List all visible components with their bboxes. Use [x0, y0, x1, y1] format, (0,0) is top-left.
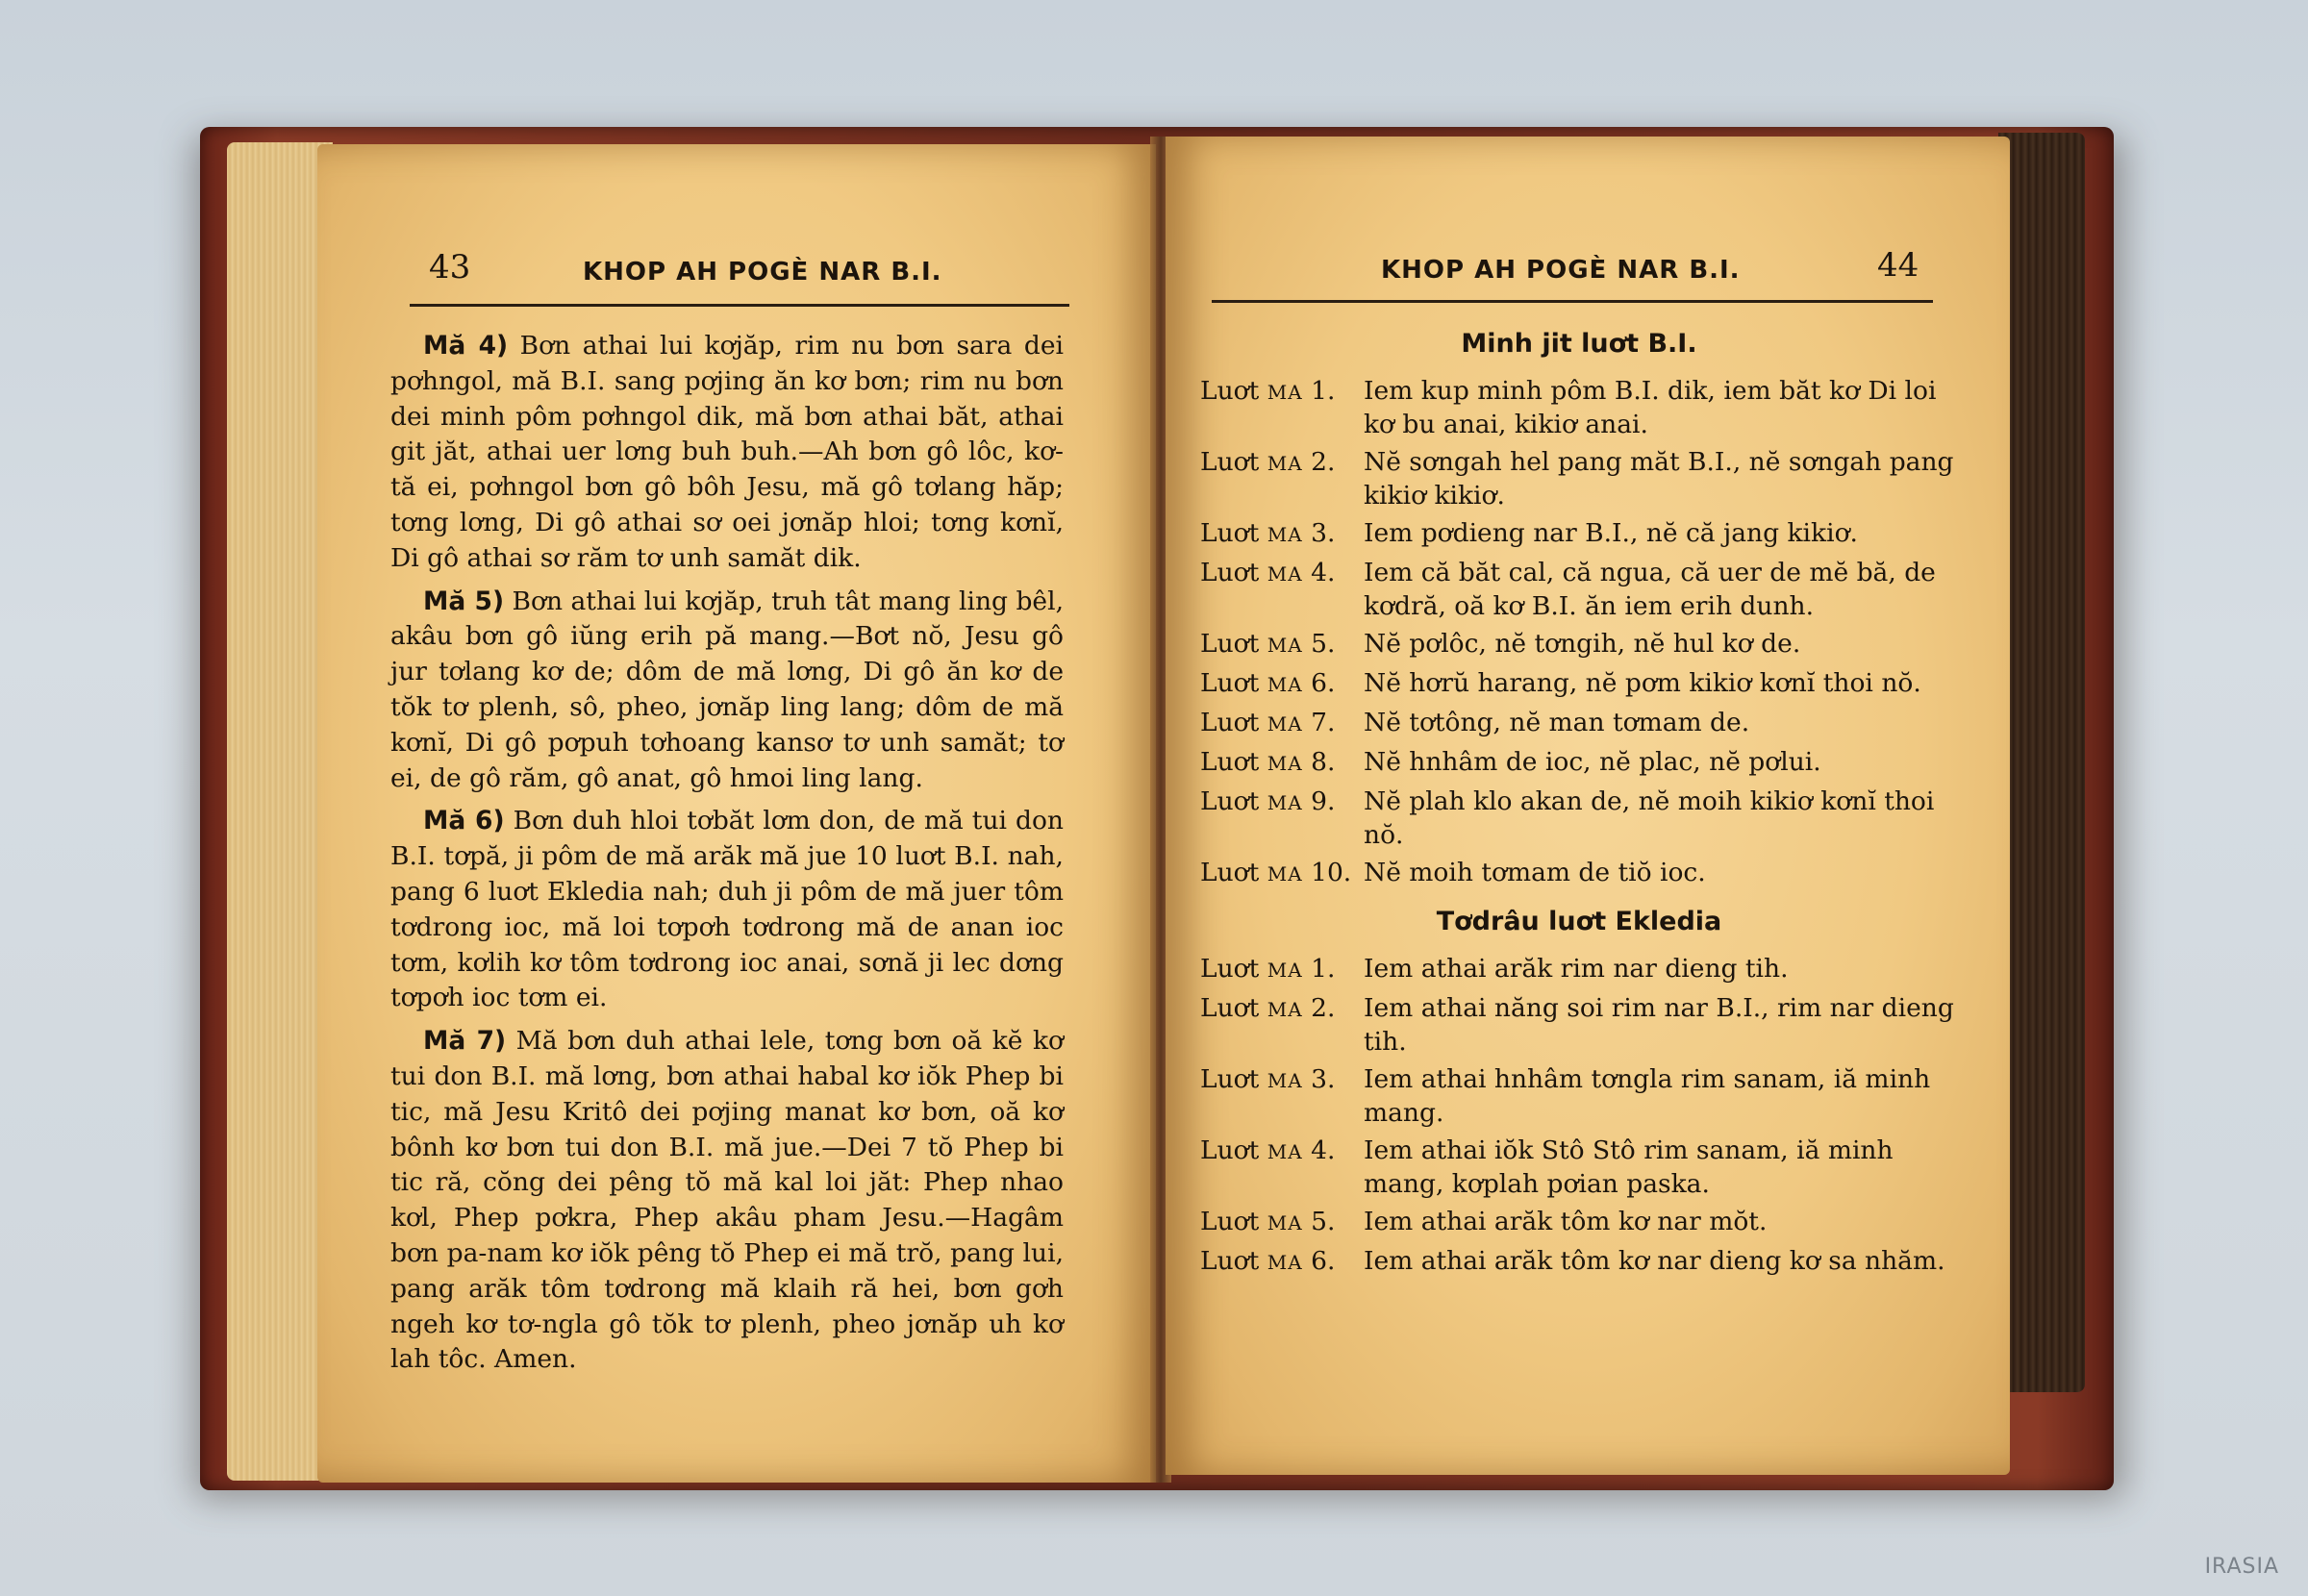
commandment-prefix: Luơt — [1200, 857, 1260, 887]
commandment-text: Nĕ pơlôc, nĕ tơngih, nĕ hul kơ de. — [1364, 628, 1801, 659]
commandment-item — [1200, 445, 1958, 512]
right-page — [1166, 137, 2010, 1475]
commandment-prefix: Luơt — [1200, 707, 1260, 737]
commandment-text: Iem kup minh pôm B.I. dik, iem băt kơ Di loi kơ bu anai, kikiơ anai. — [1364, 375, 1937, 439]
commandment-label — [1200, 1062, 1364, 1130]
commandment-item — [1200, 856, 1958, 891]
commandment-prefix: Luơt — [1200, 1063, 1260, 1094]
commandment-number: 10. — [1311, 857, 1352, 887]
paragraph-text: Bơn athai lui kơjăp, rim nu bơn sara dei pơhngol, mă B.I. sang pơjing ăn kơ bơn; rim nu bơn dei minh pôm pơhngol dik, mă bơn athai băt, athai git jăt, athai uer lơng buh buh.—Ah bơn gô lôc, kơ-tă ei, pơhngol bơn gô bôh Jesu, mă gô tơlang hăp; tơng lơng, Di gô athai sơ oei jơnăp hloi; tơng kơnĭ, Di gô athai sơ răm tơ unh samăt dik. — [390, 331, 1064, 573]
commandments-list — [1200, 374, 1958, 891]
commandment-prefix: Luơt — [1200, 1245, 1260, 1276]
left-page-body — [390, 329, 1064, 1385]
commandment-prefix: Luơt — [1200, 1135, 1260, 1165]
commandment-ma: MA — [1267, 380, 1303, 404]
commandment-prefix: Luơt — [1200, 517, 1260, 548]
commandment-number: 1. — [1311, 375, 1336, 406]
commandment-text: Nĕ sơngah hel pang măt B.I., nĕ sơngah pang kikiơ kikiơ. — [1364, 446, 1954, 511]
commandment-number: 6. — [1311, 1245, 1336, 1276]
commandment-ma: MA — [1267, 1139, 1303, 1163]
commandment-text: Iem athai arăk tôm kơ nar mŏt. — [1364, 1206, 1768, 1236]
commandment-ma: MA — [1267, 861, 1303, 885]
commandment-number: 2. — [1311, 992, 1336, 1023]
commandment-ma: MA — [1267, 997, 1303, 1021]
commandment-text: Nĕ hnhâm de ioc, nĕ plac, nĕ pơlui. — [1364, 746, 1821, 777]
left-page-header: KHOP AH POGÈ NAR B.I. — [583, 258, 942, 287]
commandment-text: Iem pơdieng nar B.I., nĕ că jang kikiơ. — [1364, 517, 1858, 548]
commandment-prefix: Luơt — [1200, 1206, 1260, 1236]
commandment-label — [1200, 856, 1364, 891]
paragraph — [390, 329, 1064, 577]
commandment-prefix: Luơt — [1200, 746, 1260, 777]
commandment-prefix: Luơt — [1200, 667, 1260, 698]
commandment-item — [1200, 1205, 1958, 1240]
commandment-text: Nĕ plah klo akan de, nĕ moih kikiơ kơnĭ thoi nŏ. — [1364, 786, 1935, 850]
commandment-item — [1200, 1244, 1958, 1280]
commandment-label — [1200, 952, 1364, 987]
right-page-body — [1200, 325, 1958, 1284]
commandment-label — [1200, 516, 1364, 552]
watermark: IRASIA — [2204, 1555, 2279, 1579]
section-title-ten-commandments: Minh jit luơt B.I. — [1461, 329, 1697, 359]
commandment-text: Iem athai arăk tôm kơ nar dieng kơ sa nhăm. — [1364, 1245, 1945, 1276]
commandment-prefix: Luơt — [1200, 446, 1260, 477]
commandment-text: Nĕ moih tơmam de tiŏ ioc. — [1364, 857, 1706, 887]
commandment-ma: MA — [1267, 451, 1303, 475]
commandment-prefix: Luơt — [1200, 557, 1260, 587]
commandment-label — [1200, 706, 1364, 741]
commandment-item — [1200, 1134, 1958, 1201]
commandment-prefix: Luơt — [1200, 786, 1260, 816]
paragraph-lead: Mă 6) — [423, 806, 505, 836]
commandment-label — [1200, 785, 1364, 852]
commandment-number: 6. — [1311, 667, 1336, 698]
commandment-ma: MA — [1267, 633, 1303, 657]
commandment-number: 8. — [1311, 746, 1336, 777]
paragraph-lead: Mă 7) — [423, 1026, 507, 1057]
commandment-text: Nĕ hơrŭ harang, nĕ pơm kikiơ kơnĭ thoi nŏ. — [1364, 667, 1921, 698]
commandment-number: 4. — [1311, 1135, 1336, 1165]
commandment-item — [1200, 374, 1958, 441]
commandment-ma: MA — [1267, 1210, 1303, 1234]
commandment-number: 7. — [1311, 707, 1336, 737]
commandment-ma: MA — [1267, 1068, 1303, 1092]
paragraph-text: Mă bơn duh athai lele, tơng bơn oă kĕ kơ tui don B.I. mă lơng, bơn athai habal kơ iŏk Phep bi tic, mă Jesu Kritô dei pơjing manat kơ bơn, oă kơ bônh kơ bơn tui don B.I. mă jue.—Dei 7 tŏ Phep bi tic ră, cŏng dei pêng tŏ mă kal loi jăt: Phep nhao kơl, Phep pơkra, Phep akâu pham Jesu.—Hagâm bơn pa-nam kơ iŏk pêng tŏ Phep ei mă trŏ, pang lui, pang arăk tôm tơdrong mă klaih ră hei, bơn gơh ngeh kơ tơ-ngla gô tŏk tơ plenh, pheo jơnăp uh kơ lah tôc. Amen. — [390, 1026, 1064, 1375]
paragraph-text: Bơn duh hloi tơbăt lơm don, de mă tui don B.I. tơpă, ji pôm de mă arăk mă jue 10 luơt B.I. nah, pang 6 luơt Ekledia nah; duh ji pôm de mă juer tôm tơdrong ioc, mă loi tơpơh tơdrong mă de anan ioc tơm, kơlih kơ tôm tơdrong ioc anai, sơnă ji lec dơng tơpơh ioc tơm ei. — [390, 806, 1064, 1013]
commandment-label — [1200, 374, 1364, 441]
commandment-item — [1200, 706, 1958, 741]
commandment-label — [1200, 745, 1364, 781]
commandment-prefix: Luơt — [1200, 992, 1260, 1023]
commandment-ma: MA — [1267, 522, 1303, 546]
left-page — [317, 144, 1156, 1483]
commandment-item — [1200, 516, 1958, 552]
commandment-ma: MA — [1267, 1250, 1303, 1274]
church-commandments-list — [1200, 952, 1958, 1280]
left-page-number: 43 — [429, 248, 471, 287]
commandment-label — [1200, 556, 1364, 623]
commandment-text: Nĕ tơtông, nĕ man tơmam de. — [1364, 707, 1750, 737]
commandment-text: Iem athai năng soi rim nar B.I., rim nar dieng tih. — [1364, 992, 1954, 1057]
commandment-number: 9. — [1311, 786, 1336, 816]
commandment-item — [1200, 785, 1958, 852]
commandment-ma: MA — [1267, 711, 1303, 736]
right-page-header: KHOP AH POGÈ NAR B.I. — [1381, 256, 1741, 285]
right-page-number: 44 — [1877, 246, 1919, 285]
commandment-ma: MA — [1267, 561, 1303, 586]
commandment-text: Iem athai arăk rim nar dieng tih. — [1364, 953, 1789, 984]
commandment-number: 5. — [1311, 1206, 1336, 1236]
commandment-item — [1200, 666, 1958, 702]
commandment-prefix: Luơt — [1200, 953, 1260, 984]
commandment-label — [1200, 666, 1364, 702]
commandment-number: 1. — [1311, 953, 1336, 984]
commandment-item — [1200, 627, 1958, 662]
paragraph-lead: Mă 4) — [423, 331, 509, 361]
right-header-rule — [1212, 300, 1933, 303]
commandment-item — [1200, 1062, 1958, 1130]
commandment-number: 2. — [1311, 446, 1336, 477]
commandment-label — [1200, 1205, 1364, 1240]
commandment-label — [1200, 991, 1364, 1059]
commandment-label — [1200, 1134, 1364, 1201]
commandment-number: 3. — [1311, 1063, 1336, 1094]
commandment-prefix: Luơt — [1200, 375, 1260, 406]
paragraph — [390, 804, 1064, 1016]
commandment-label — [1200, 1244, 1364, 1280]
paragraph — [390, 1024, 1064, 1378]
commandment-number: 4. — [1311, 557, 1336, 587]
commandment-number: 3. — [1311, 517, 1336, 548]
commandment-ma: MA — [1267, 958, 1303, 982]
left-header-rule — [410, 304, 1069, 307]
commandment-text: Iem athai iŏk Stô Stô rim sanam, iă minh mang, kơplah pơian paska. — [1364, 1135, 1894, 1199]
page-edges-right — [1998, 133, 2085, 1392]
commandment-number: 5. — [1311, 628, 1336, 659]
paragraph-text: Bơn athai lui kơjăp, truh tât mang ling bêl, akâu bơn gô iŭng erih pă mang.—Bơt nŏ, Jesu gô jur tơlang kơ de; dôm de mă lơng, Di gô ăn kơ de tŏk tơ plenh, sô, pheo, jơnăp ling lang; dôm de mă kơnĭ, Di gô pơpuh tơhoang kansơ tơ unh samăt; tơ ei, de gô răm, gô anat, gô hmoi ling lang. — [390, 586, 1064, 793]
paragraph-lead: Mă 5) — [423, 586, 505, 616]
commandment-item — [1200, 991, 1958, 1059]
commandment-item — [1200, 745, 1958, 781]
commandment-item — [1200, 952, 1958, 987]
paragraph — [390, 585, 1064, 797]
commandment-ma: MA — [1267, 790, 1303, 814]
section-title-church-commandments: Tơdrâu luơt Ekledia — [1436, 906, 1722, 936]
commandment-prefix: Luơt — [1200, 628, 1260, 659]
commandment-label — [1200, 627, 1364, 662]
commandment-label — [1200, 445, 1364, 512]
commandment-item — [1200, 556, 1958, 623]
commandment-text: Iem că băt cal, că ngua, că uer de mĕ bă, de kơdră, oă kơ B.I. ăn iem erih dunh. — [1364, 557, 1936, 621]
commandment-ma: MA — [1267, 672, 1303, 696]
commandment-text: Iem athai hnhâm tơngla rim sanam, iă minh mang. — [1364, 1063, 1931, 1128]
commandment-ma: MA — [1267, 751, 1303, 775]
